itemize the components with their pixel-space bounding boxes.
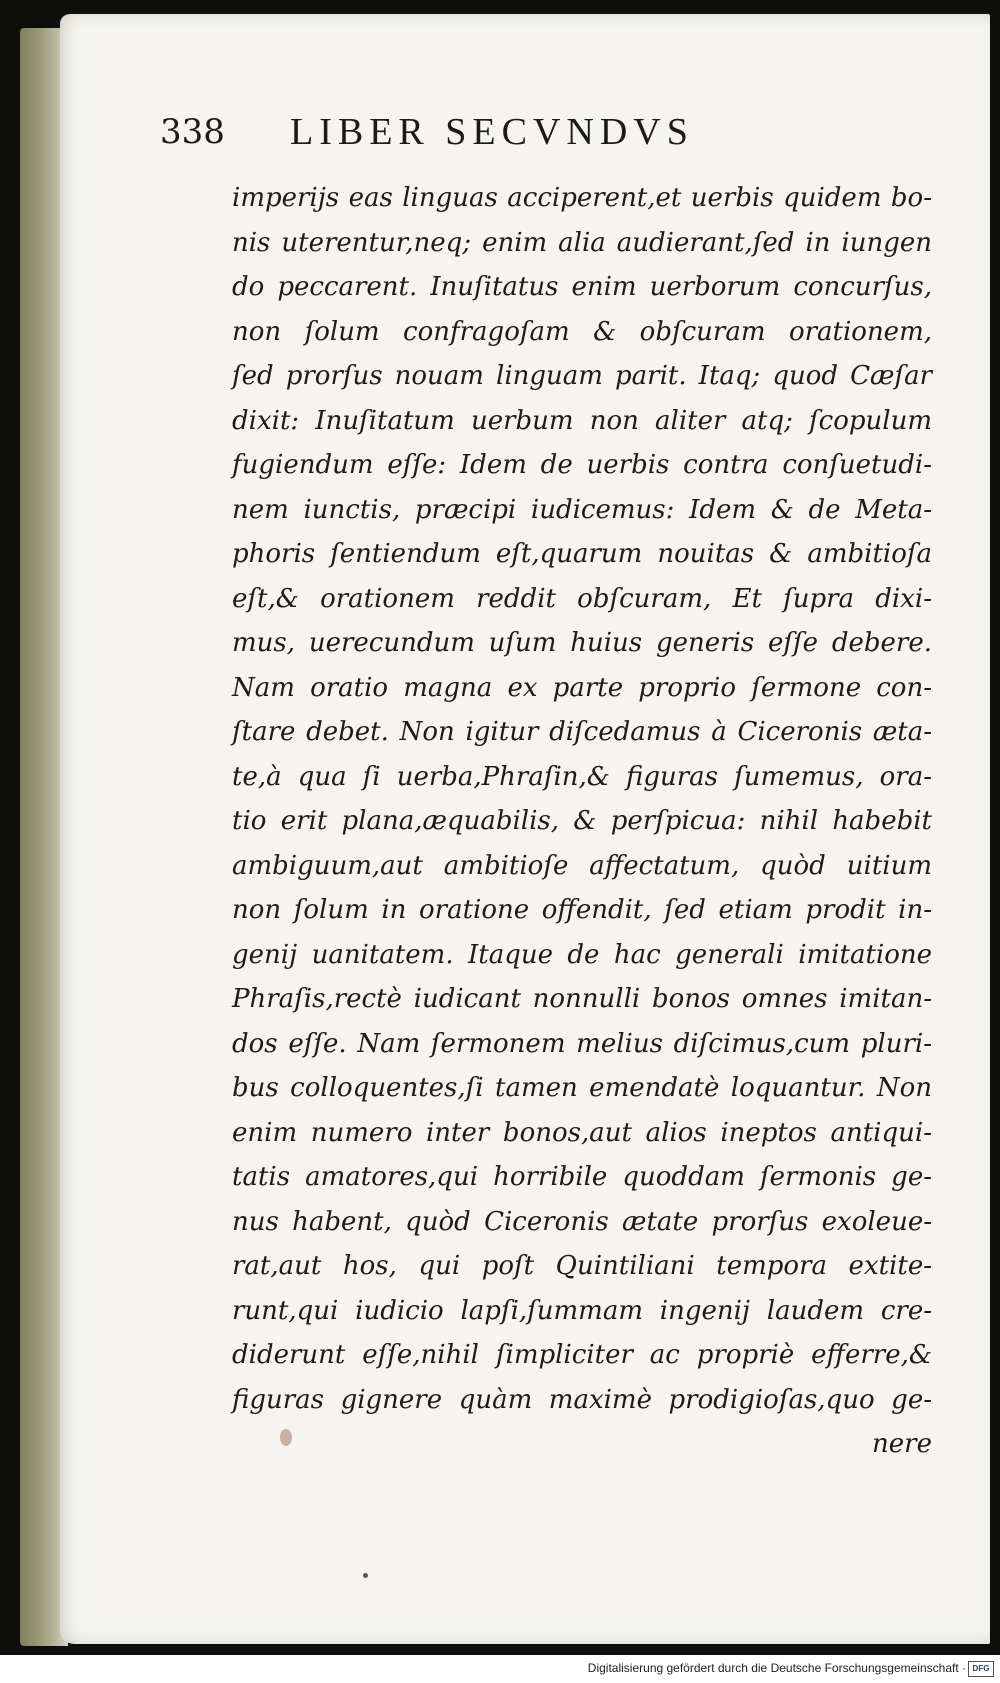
text-line: runt,qui iudicio lapſi,ſummam ingenij laudem cre- bbox=[232, 1295, 932, 1326]
text-line: tatis amatores,qui horribile quoddam ſermonis ge- bbox=[232, 1162, 932, 1192]
text-line: imperijs eas linguas acciperent,et uerbis quidem bo- bbox=[232, 183, 932, 213]
text-line: genij uanitatem. Itaque de hac generali imitatione bbox=[232, 939, 932, 970]
text-line: fugiendum eſſe: Idem de uerbis contra conſuetudi- bbox=[232, 450, 932, 480]
text-line: non ſolum confragoſam & obſcuram orationem, bbox=[232, 316, 932, 347]
text-line: nis uterentur,neq; enim alia audierant,ſed in iungen bbox=[232, 227, 932, 258]
text-line: ſtare debet. Non igitur diſcedamus à Ciceronis æta- bbox=[232, 717, 932, 747]
paper-speck bbox=[363, 1573, 368, 1578]
text-line: diderunt eſſe,nihil ſimpliciter ac propriè efferre,& bbox=[232, 1340, 932, 1370]
catchword: nere bbox=[872, 1429, 932, 1459]
text-line: non ſolum in oratione offendit, ſed etiam prodit in- bbox=[232, 895, 932, 925]
running-head: LIBER SECVNDVS bbox=[290, 111, 694, 153]
text-line: do peccarent. Inuſitatus enim uerborum concurſus, bbox=[232, 272, 932, 302]
text-line: dixit: Inuſitatum uerbum non aliter atq; ſcopulum bbox=[232, 405, 932, 436]
text-line: ambiguum,aut ambitioſe affectatum, quòd uitium bbox=[232, 850, 932, 881]
page-header bbox=[160, 106, 780, 162]
text-line: bus colloquentes,ſi tamen emendatè loquantur. Non bbox=[232, 1073, 932, 1103]
text-line: ſed prorſus nouam linguam parit. Itaq; quod Cæſar bbox=[232, 361, 932, 391]
text-line: dos eſſe. Nam ſermonem melius diſcimus,cum pluri- bbox=[232, 1028, 932, 1059]
text-line: tio erit plana,æquabilis, & perſpicua: nihil habebit bbox=[232, 806, 932, 836]
page-number: 338 bbox=[160, 112, 225, 152]
text-line: Nam oratio magna ex parte proprio ſermone con- bbox=[232, 672, 932, 703]
text-line: mus, uerecundum uſum huius generis eſſe debere. bbox=[232, 628, 932, 658]
text-line: nus habent, quòd Ciceronis ætate prorſus exoleue- bbox=[232, 1206, 932, 1237]
paper-stain bbox=[280, 1429, 292, 1446]
dfg-logo: DFG bbox=[968, 1661, 994, 1677]
funding-credit: Digitalisierung gefördert durch die Deutsche Forschungsgemeinschaft · bbox=[587, 1661, 966, 1675]
footer-bar bbox=[0, 1655, 1000, 1683]
text-line: eſt,& orationem reddit obſcuram, Et ſupra dixi- bbox=[232, 583, 932, 614]
text-line: enim numero inter bonos,aut alios ineptos antiqui- bbox=[232, 1117, 932, 1148]
text-line: phoris ſentiendum eſt,quarum nouitas & ambitioſa bbox=[232, 539, 932, 569]
body-text bbox=[232, 176, 932, 1467]
text-line: figuras gignere quàm maximè prodigioſas,quo ge- bbox=[232, 1384, 932, 1415]
text-line: Phraſis,rectè iudicant nonnulli bonos omnes imitan- bbox=[232, 984, 932, 1014]
text-line: nem iunctis, præcipi iudicemus: Idem & de Meta- bbox=[232, 494, 932, 525]
text-line: te,à qua ſi uerba,Phraſin,& figuras ſumemus, ora- bbox=[232, 761, 932, 792]
text-line: rat,aut hos, qui poſt Quintiliani tempora extite- bbox=[232, 1251, 932, 1281]
